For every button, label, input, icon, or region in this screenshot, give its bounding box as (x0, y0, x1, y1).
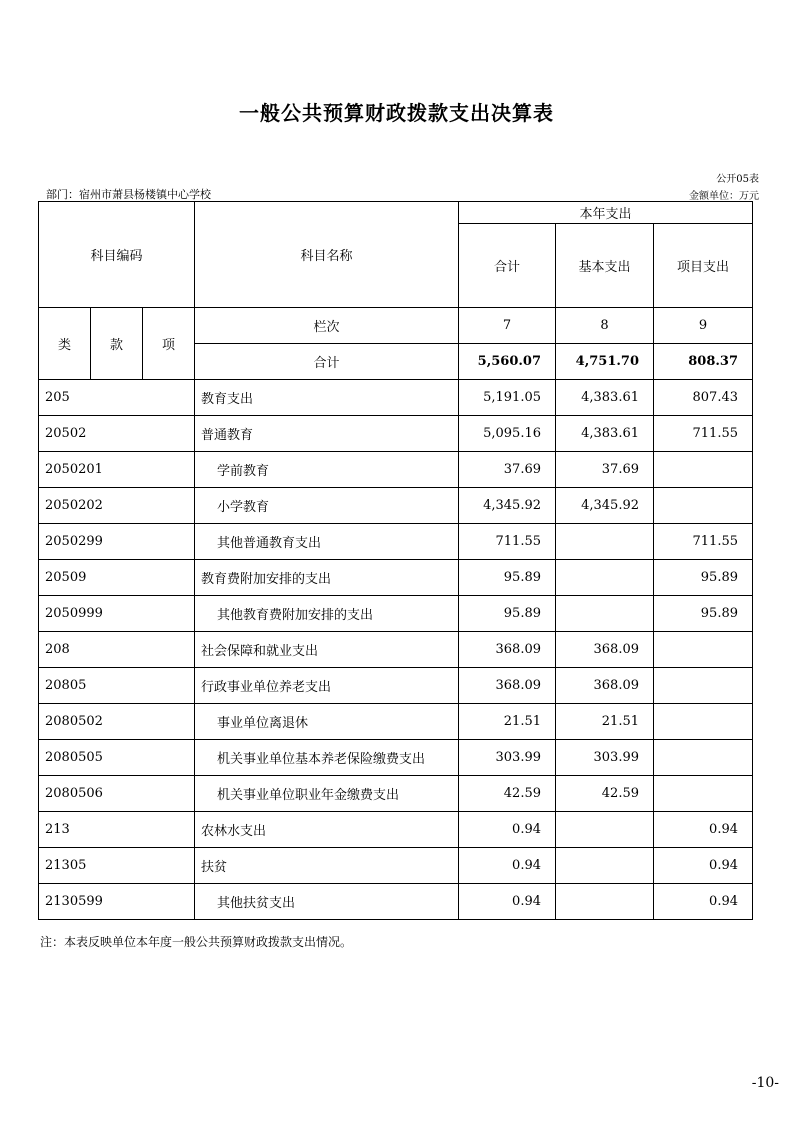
table-row (39, 704, 753, 740)
row-project: 0.94 (654, 812, 753, 848)
row-code: 2080505 (39, 740, 195, 776)
table-row (39, 812, 753, 848)
row-code: 208 (39, 632, 195, 668)
sum-label: 合计 (195, 344, 459, 380)
page-number: -10- (751, 1075, 779, 1091)
row-total: 0.94 (459, 884, 556, 920)
header-kuan: 款 (91, 308, 143, 380)
row-code: 2050299 (39, 524, 195, 560)
row-total: 368.09 (459, 668, 556, 704)
row-basic: 368.09 (556, 632, 654, 668)
table-header (39, 202, 753, 380)
header-current-year: 本年支出 (459, 202, 753, 224)
row-name: 事业单位离退休 (195, 704, 459, 740)
row-name: 其他扶贫支出 (195, 884, 459, 920)
row-total: 95.89 (459, 560, 556, 596)
sum-total: 5,560.07 (459, 344, 556, 380)
department-label: 部门：宿州市萧县杨楼镇中心学校 (46, 188, 211, 201)
row-basic: 4,383.61 (556, 416, 654, 452)
row-project (654, 776, 753, 812)
row-basic: 368.09 (556, 668, 654, 704)
row-project (654, 452, 753, 488)
header-basic: 基本支出 (556, 224, 654, 308)
row-basic: 42.59 (556, 776, 654, 812)
row-basic (556, 848, 654, 884)
header-lei: 类 (39, 308, 91, 380)
row-name: 行政事业单位养老支出 (195, 668, 459, 704)
page-title: 一般公共预算财政拨款支出决算表 (239, 101, 554, 125)
row-basic: 37.69 (556, 452, 654, 488)
row-name: 农林水支出 (195, 812, 459, 848)
row-basic: 303.99 (556, 740, 654, 776)
table-row (39, 380, 753, 416)
row-project: 0.94 (654, 884, 753, 920)
table-note: 注：本表反映单位本年度一般公共预算财政拨款支出情况。 (40, 935, 353, 949)
row-name: 小学教育 (195, 488, 459, 524)
table-row (39, 668, 753, 704)
row-project (654, 740, 753, 776)
row-total: 368.09 (459, 632, 556, 668)
row-code: 2080502 (39, 704, 195, 740)
column-index-basic: 8 (556, 308, 654, 344)
row-project: 711.55 (654, 416, 753, 452)
table-row (39, 452, 753, 488)
row-name: 机关事业单位基本养老保险缴费支出 (195, 740, 459, 776)
row-total: 4,345.92 (459, 488, 556, 524)
row-project (654, 668, 753, 704)
row-code: 2130599 (39, 884, 195, 920)
row-project: 0.94 (654, 848, 753, 884)
row-name: 扶贫 (195, 848, 459, 884)
table-row (39, 488, 753, 524)
column-index-label: 栏次 (195, 308, 459, 344)
column-index-project: 9 (654, 308, 753, 344)
row-project (654, 704, 753, 740)
row-basic (556, 596, 654, 632)
table-row (39, 560, 753, 596)
header-name: 科目名称 (195, 202, 459, 308)
row-code: 20502 (39, 416, 195, 452)
row-project: 95.89 (654, 560, 753, 596)
row-basic (556, 560, 654, 596)
row-project: 807.43 (654, 380, 753, 416)
expenditure-table (38, 201, 753, 920)
row-basic (556, 812, 654, 848)
row-basic (556, 524, 654, 560)
row-total: 0.94 (459, 848, 556, 884)
row-basic: 4,345.92 (556, 488, 654, 524)
row-total: 711.55 (459, 524, 556, 560)
row-name: 教育费附加安排的支出 (195, 560, 459, 596)
row-project: 711.55 (654, 524, 753, 560)
row-code: 205 (39, 380, 195, 416)
row-name: 教育支出 (195, 380, 459, 416)
row-name: 其他教育费附加安排的支出 (195, 596, 459, 632)
row-code: 21305 (39, 848, 195, 884)
row-name: 学前教育 (195, 452, 459, 488)
row-name: 普通教育 (195, 416, 459, 452)
row-total: 37.69 (459, 452, 556, 488)
row-project (654, 488, 753, 524)
row-name: 其他普通教育支出 (195, 524, 459, 560)
table-row (39, 596, 753, 632)
sum-project: 808.37 (654, 344, 753, 380)
row-code: 20509 (39, 560, 195, 596)
table-row (39, 416, 753, 452)
row-name: 机关事业单位职业年金缴费支出 (195, 776, 459, 812)
table-row (39, 776, 753, 812)
row-total: 303.99 (459, 740, 556, 776)
header-project: 项目支出 (654, 224, 753, 308)
row-code: 213 (39, 812, 195, 848)
column-index-total: 7 (459, 308, 556, 344)
row-code: 2050202 (39, 488, 195, 524)
form-number: 公开05表 (716, 174, 759, 185)
row-name: 社会保障和就业支出 (195, 632, 459, 668)
row-project (654, 632, 753, 668)
row-basic (556, 884, 654, 920)
table-body (39, 380, 753, 920)
row-total: 95.89 (459, 596, 556, 632)
header-xiang: 项 (143, 308, 195, 380)
header-code: 科目编码 (39, 202, 195, 308)
row-code: 2080506 (39, 776, 195, 812)
row-basic: 4,383.61 (556, 380, 654, 416)
header-total: 合计 (459, 224, 556, 308)
row-basic: 21.51 (556, 704, 654, 740)
table-row (39, 524, 753, 560)
row-total: 21.51 (459, 704, 556, 740)
row-code: 20805 (39, 668, 195, 704)
table-row (39, 632, 753, 668)
row-code: 2050201 (39, 452, 195, 488)
sum-basic: 4,751.70 (556, 344, 654, 380)
table-row (39, 884, 753, 920)
row-total: 5,095.16 (459, 416, 556, 452)
row-code: 2050999 (39, 596, 195, 632)
row-total: 42.59 (459, 776, 556, 812)
row-total: 0.94 (459, 812, 556, 848)
row-total: 5,191.05 (459, 380, 556, 416)
table-row (39, 848, 753, 884)
unit-label: 金额单位：万元 (689, 191, 759, 202)
row-project: 95.89 (654, 596, 753, 632)
table-row (39, 740, 753, 776)
